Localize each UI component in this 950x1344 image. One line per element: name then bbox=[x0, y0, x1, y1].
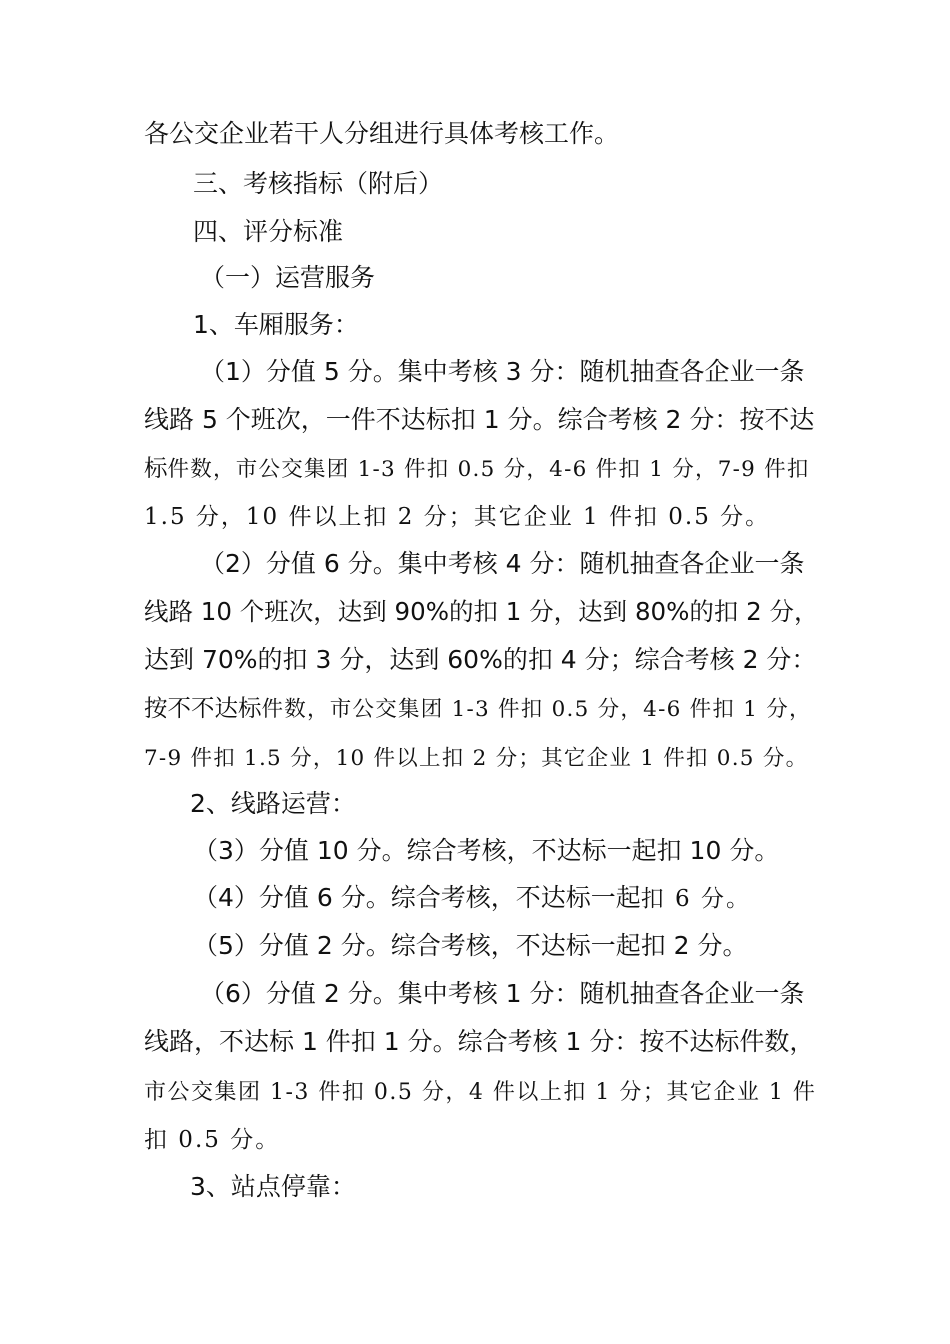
text-segment: 件数，市公交集团 1-3 件扣 0.5 分，4-6 件扣 1 分，7-9 件扣 bbox=[167, 457, 810, 482]
paragraph-line bbox=[193, 926, 873, 966]
paragraph-line bbox=[144, 737, 824, 777]
subsection-heading bbox=[200, 258, 880, 298]
text-segment: 线路，不达标 1 件扣 1 分。综合考核 1 分：按不达标件数， bbox=[144, 1027, 815, 1056]
paragraph-line bbox=[144, 1071, 824, 1111]
paragraph-line bbox=[144, 400, 824, 440]
item-heading bbox=[193, 305, 873, 345]
paragraph-line bbox=[144, 448, 824, 488]
text-segment: （3）分值 10 分。综合考核，不达标一起扣 10 分。 bbox=[193, 836, 780, 865]
text-segment: 3、站点停靠： bbox=[190, 1172, 356, 1201]
text-segment: （6）分值 2 分。集中考核 1 分：随机抽查各企业一条 bbox=[200, 979, 805, 1008]
paragraph-line bbox=[200, 974, 820, 1014]
text-segment: 四、评分标准 bbox=[193, 217, 344, 246]
text-segment: （2）分值 6 分。集中考核 4 分：随机抽查各企业一条 bbox=[200, 549, 805, 578]
text-segment: （4）分值 6 分。综合考核，不达标一起 bbox=[193, 883, 641, 912]
paragraph-line bbox=[144, 496, 824, 536]
section-heading bbox=[193, 212, 873, 252]
item-heading bbox=[190, 1167, 870, 1207]
text-segment: 2、线路运营： bbox=[190, 789, 356, 818]
paragraph-line bbox=[144, 1022, 824, 1062]
paragraph-line bbox=[200, 352, 820, 392]
text-segment: 1、车厢服务： bbox=[193, 310, 359, 339]
text-segment: （5）分值 2 分。综合考核，不达标一起扣 2 分。 bbox=[193, 931, 748, 960]
paragraph-line bbox=[200, 544, 820, 584]
text-segment: 扣 0.5 分。 bbox=[144, 1127, 281, 1153]
paragraph-line bbox=[144, 640, 824, 680]
text-segment: 三、考核指标（附后） bbox=[193, 169, 444, 198]
text-segment: 扣 6 分。 bbox=[640, 886, 751, 912]
section-heading bbox=[193, 164, 873, 204]
text-segment: 7-9 件扣 1.5 分，10 件以上扣 2 分；其它企业 1 件扣 0.5 分。 bbox=[144, 746, 809, 771]
item-heading bbox=[190, 784, 870, 824]
text-segment: 线路 10 个班次，达到 90%的扣 1 分，达到 80%的扣 2 分， bbox=[144, 597, 819, 626]
text-segment: 按不不达标 bbox=[144, 694, 262, 722]
text-segment: 市公交集团 1-3 件扣 0.5 分，4 件以上扣 1 分；其它企业 1 件 bbox=[144, 1080, 817, 1105]
text-segment: 件数，市公交集团 1-3 件扣 0.5 分，4-6 件扣 1 分， bbox=[261, 697, 812, 722]
paragraph-line bbox=[144, 688, 824, 728]
paragraph-line bbox=[193, 831, 873, 871]
paragraph-line bbox=[144, 114, 824, 154]
text-segment: 标 bbox=[144, 454, 168, 482]
text-segment: （一）运营服务 bbox=[200, 263, 376, 292]
text-segment: 各公交企业若干人分组进行具体考核工作。 bbox=[144, 119, 620, 148]
text-segment: 达到 70%的扣 3 分，达到 60%的扣 4 分；综合考核 2 分： bbox=[144, 645, 817, 674]
paragraph-line bbox=[144, 592, 824, 632]
paragraph-line bbox=[144, 1119, 824, 1159]
paragraph-line bbox=[193, 878, 873, 918]
text-segment: 1.5 分，10 件以上扣 2 分；其它企业 1 件扣 0.5 分。 bbox=[144, 504, 771, 530]
text-segment: （1）分值 5 分。集中考核 3 分：随机抽查各企业一条 bbox=[200, 357, 805, 386]
text-segment: 线路 5 个班次，一件不达标扣 1 分。综合考核 2 分：按不达 bbox=[144, 405, 815, 434]
